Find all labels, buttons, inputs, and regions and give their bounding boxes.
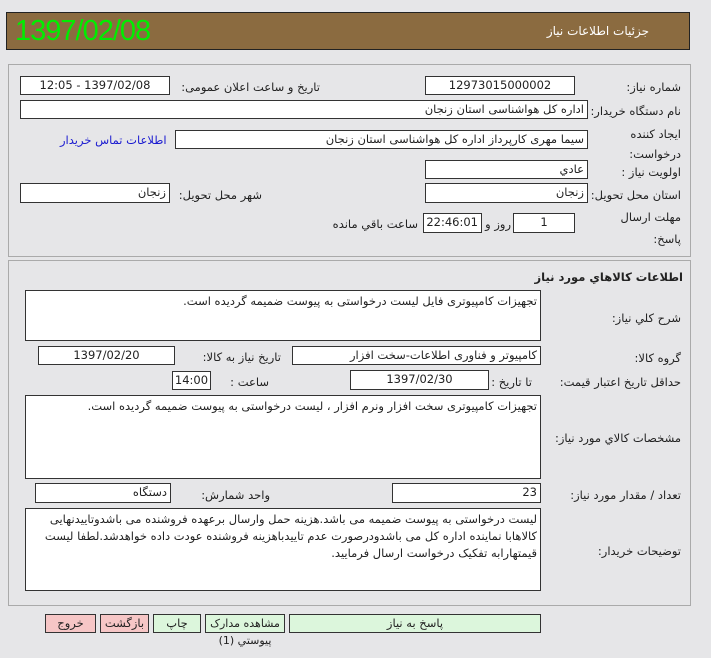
buyer-notes-textarea[interactable]: لیست درخواستی به پیوست ضمیمه می باشد.هزینه حمل وارسال برعهده فروشنده می باشدوتاییدنهایی کالاهابا نماینده اداره کل می باشدودرصورت عدم تاییدباهزینه فروشنده عودت داده خواهدشد.لطفا لیست قیمتهارابه تفکیک درخواست ارسال فرمایید. xyxy=(25,508,541,591)
unit-field[interactable]: دستگاه xyxy=(35,483,171,503)
city-field[interactable]: زنجان xyxy=(20,183,170,203)
goods-group-label: گروه كالا: xyxy=(634,351,681,365)
need-date-field[interactable]: 1397/02/20 xyxy=(38,346,175,365)
hour-field[interactable]: 14:00 xyxy=(172,371,211,390)
view-attachments-button[interactable]: مشاهده مدارک پيوستي (1) xyxy=(205,614,285,633)
priority-field[interactable]: عادي xyxy=(425,160,588,179)
summary-label: شرح كلي نياز: xyxy=(611,311,681,325)
goods-group-field[interactable]: کامپیوتر و فناوری اطلاعات-سخت افزار xyxy=(292,346,541,365)
province-field[interactable]: زنجان xyxy=(425,183,588,203)
buyer-notes-label: توضيحات خريدار: xyxy=(597,544,681,558)
to-date-field[interactable]: 1397/02/30 xyxy=(350,370,489,390)
exit-button[interactable]: خروج xyxy=(45,614,96,633)
need-date-label: تاريخ نياز به كالا: xyxy=(202,350,281,364)
header-date: 1397/02/08 xyxy=(15,15,151,47)
spec-textarea[interactable]: تجهیزات کامپیوتری سخت افزار ونرم افزار ، لیست درخواستی به پیوست ضمیمه گردیده است. xyxy=(25,395,541,479)
print-button[interactable]: چاپ xyxy=(153,614,201,633)
deadline-label-2: پاسخ: xyxy=(653,232,681,246)
creator-label: ایجاد کننده xyxy=(630,127,681,141)
unit-label: واحد شمارش: xyxy=(201,488,270,502)
spec-label: مشخصات كالاي مورد نياز: xyxy=(554,431,681,445)
hour-label: ساعت : xyxy=(230,375,269,389)
buyer-org-label: نام دستگاه خریدار: xyxy=(590,104,681,118)
to-date-label: تا تاريخ : xyxy=(491,375,532,389)
time-suffix: ساعت باقي مانده xyxy=(332,217,418,231)
buyer-org-field[interactable]: اداره کل هواشناسی استان زنجان xyxy=(20,100,588,119)
back-button[interactable]: بازگشت xyxy=(100,614,149,633)
days-left-field[interactable]: 1 xyxy=(513,213,575,233)
announce-label: تاریخ و ساعت اعلان عمومی: xyxy=(181,80,320,94)
deadline-label: مهلت ارسال xyxy=(620,210,681,224)
creator-label-2: درخواست: xyxy=(629,147,681,161)
need-number-label: شماره نیاز: xyxy=(626,80,681,94)
creator-field[interactable]: سیما مهری کارپرداز اداره کل هواشناسی استان زنجان xyxy=(175,130,588,149)
need-number-field[interactable]: 12973015000002 xyxy=(425,76,575,95)
quantity-field[interactable]: 23 xyxy=(392,483,541,503)
price-validity-label: حداقل تاريخ اعتبار قيمت: xyxy=(559,375,681,389)
header-bar xyxy=(6,12,690,50)
buyer-contact-link[interactable]: اطلاعات تماس خریدار xyxy=(60,133,167,147)
province-label: استان محل تحویل: xyxy=(590,188,681,202)
priority-label: اولویت نیاز : xyxy=(621,165,681,179)
summary-textarea[interactable]: تجهیزات کامپیوتری فایل لیست درخواستی به پیوست ضمیمه گردیده است. xyxy=(25,290,541,341)
days-suffix: روز و xyxy=(485,217,511,231)
time-left-field[interactable]: 22:46:01 xyxy=(423,213,482,233)
quantity-label: تعداد / مقدار مورد نياز: xyxy=(570,488,681,502)
goods-section-title: اطلاعات كالاهاي مورد نياز xyxy=(534,270,683,284)
reply-button[interactable]: پاسخ به نياز xyxy=(289,614,541,633)
page-title: جزئیات اطلاعات نیاز xyxy=(546,24,649,38)
announce-datetime-field[interactable]: 1397/02/08 - 12:05 xyxy=(20,76,170,95)
city-label: شهر محل تحویل: xyxy=(178,188,262,202)
